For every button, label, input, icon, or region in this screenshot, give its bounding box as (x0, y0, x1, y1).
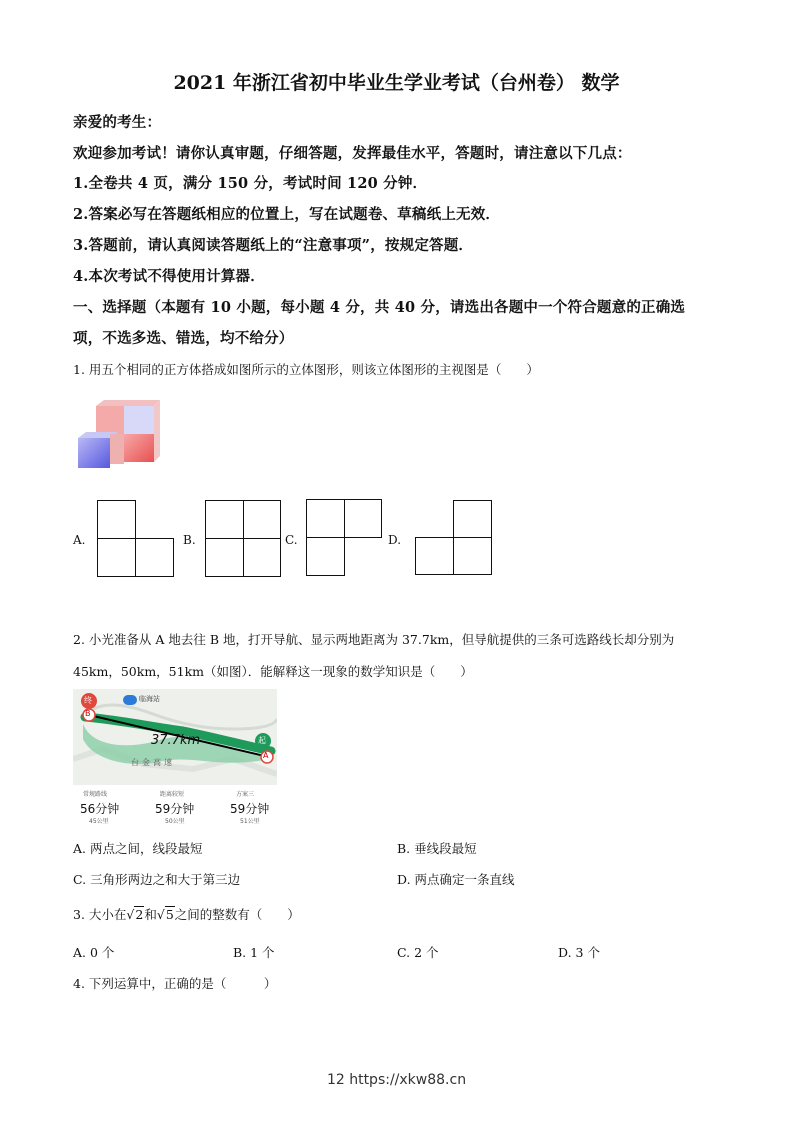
route-time: 56分钟 (80, 802, 120, 816)
q1-option-d-label: D. (388, 533, 402, 547)
route-name: 常规路线 (83, 791, 108, 798)
q1-option-b-label: B. (183, 533, 196, 547)
q3-suffix: 之间的整数有（ ） (174, 907, 300, 922)
page-title: 2021 年浙江省初中毕业生学业考试（台州卷） 数学 (173, 72, 620, 94)
start-badge: 起 (258, 736, 266, 745)
section-heading: 一、选择题（本题有 10 小题，每小题 4 分，共 40 分，请选出各题中一个符合题意的正确选 (73, 299, 686, 316)
point-b-label: B (85, 709, 91, 718)
note-3: 3.答题前，请认真阅读答题纸上的“注意事项”，按规定答题． (73, 237, 474, 254)
road-label: 台金高速 (131, 758, 175, 767)
point-a-label: A (263, 751, 269, 760)
question-2-line1: 2. 小光准备从 A 地去往 B 地，打开导航、显示两地距离为 37.7km，但导航提供的三条可选路线长却分别为 (73, 632, 675, 647)
question-4: 4. 下列运算中，正确的是（ ） (73, 976, 277, 991)
sqrt-5: √5 (156, 907, 174, 922)
route-name: 距离较短 (160, 791, 185, 798)
note-4: 4.本次考试不得使用计算器． (73, 268, 265, 285)
question-1: 1. 用五个相同的正方体搭成如图所示的立体图形，则该立体图形的主视图是（ ） (73, 362, 539, 377)
station-label: 临海站 (139, 695, 160, 703)
q3-option-d: D. 3 个 (558, 945, 600, 960)
cube-figure (74, 398, 164, 476)
question-2-line2: 45km，50km，51km（如图）．能解释这一现象的数学知识是（ ） (73, 664, 473, 679)
q3-option-c: C. 2 个 (397, 945, 439, 960)
welcome-text: 欢迎参加考试！请你认真审题，仔细答题，发挥最佳水平，答题时，请注意以下几点： (73, 145, 632, 162)
q2-option-d: D. 两点确定一条直线 (397, 872, 515, 887)
note-1: 1.全卷共 4 页，满分 150 分，考试时间 120 分钟． (73, 175, 428, 192)
q3-option-b: B. 1 个 (233, 945, 275, 960)
route-distance: 50公里 (165, 818, 185, 825)
q3-mid: 和 (144, 907, 157, 922)
route-time: 59分钟 (155, 802, 195, 816)
end-badge: 终 (84, 696, 92, 705)
question-3 (73, 905, 300, 923)
page-footer: 12 https://xkw88.cn (326, 1072, 467, 1088)
navigation-map (73, 689, 277, 785)
q1-option-a-label: A. (73, 533, 86, 547)
q2-option-c: C. 三角形两边之和大于第三边 (73, 872, 241, 887)
route-name: 方案三 (236, 791, 255, 798)
route-distance: 45公里 (89, 818, 109, 825)
route-time: 59分钟 (230, 802, 270, 816)
sqrt-2: √2 (126, 907, 144, 922)
route-distance: 51公里 (240, 818, 260, 825)
greeting: 亲爱的考生： (73, 114, 162, 131)
q2-option-a: A. 两点之间，线段最短 (73, 841, 203, 856)
q3-prefix: 3. 大小在 (73, 907, 127, 922)
q2-option-b: B. 垂线段最短 (397, 841, 477, 856)
distance-label: 37.7km (151, 733, 201, 748)
q3-option-a: A. 0 个 (73, 945, 115, 960)
q1-option-c-label: C. (285, 533, 298, 547)
note-2: 2.答案必写在答题纸相应的位置上，写在试题卷、草稿纸上无效． (73, 206, 501, 223)
section-heading-cont: 项，不选多选、错选，均不给分） (73, 330, 294, 347)
